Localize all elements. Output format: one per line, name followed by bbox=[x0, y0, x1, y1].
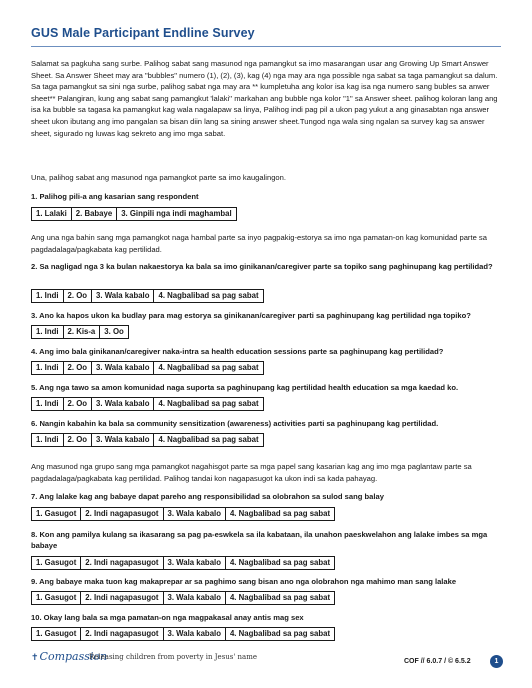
q4-option-3[interactable]: 3. Wala kabalo bbox=[91, 362, 153, 374]
question-2: 2. Sa nagligad nga 3 ka bulan nakaestorya ka bala sa imo ginikanan/caregiver parte sa topiko sang paghinupang kag pertilidad? bbox=[31, 262, 493, 271]
section1-intro: Una, palihog sabat ang masunod nga pamangkot parte sa imo kaugalingon. bbox=[31, 173, 286, 182]
q9-option-4[interactable]: 4. Nagbalibad sa pag sabat bbox=[225, 592, 334, 604]
footer-tagline: Releasing children from poverty in Jesus' name bbox=[89, 653, 257, 661]
q6-option-3[interactable]: 3. Wala kabalo bbox=[91, 434, 153, 446]
q7-option-2[interactable]: 2. Indi nagapasugot bbox=[80, 508, 162, 520]
q5-options bbox=[31, 397, 264, 411]
question-9: 9. Ang babaye maka tuon kag makaprepar ar sa paghimo sang bisan ano nga olobrahon nga mahimo man sang lalake bbox=[31, 577, 457, 586]
question-6: 6. Nangin kabahin ka bala sa community sensitization (awareness) activities parti sa paghinupang kag pertilidad. bbox=[31, 419, 439, 428]
q1-options bbox=[31, 207, 237, 221]
q1-option-2[interactable]: 2. Babaye bbox=[71, 208, 116, 220]
q3-option-1[interactable]: 1. Indi bbox=[36, 327, 59, 336]
q5-option-1[interactable]: 1. Indi bbox=[36, 399, 59, 408]
section2-intro: Ang una nga bahin sang mga pamangkot naga hambal parte sa inyo pagpakig-estorya sa imo nga pamatan-on kag komunidad parte sa pagdadalaga/pagkabata kag pertilidad. bbox=[31, 233, 487, 254]
q10-options bbox=[31, 627, 335, 641]
q2-option-4[interactable]: 4. Nagbalibad sa pag sabat bbox=[153, 290, 262, 302]
question-3: 3. Ano ka hapos ukon ka budlay para mag estorya sa ginikanan/caregiver parti sa paghinupang kag pertilidad nga topiko? bbox=[31, 311, 471, 320]
q5-option-2[interactable]: 2. Oo bbox=[63, 398, 92, 410]
q4-option-4[interactable]: 4. Nagbalibad sa pag sabat bbox=[153, 362, 262, 374]
q5-option-4[interactable]: 4. Nagbalibad sa pag sabat bbox=[153, 398, 262, 410]
q8-option-2[interactable]: 2. Indi nagapasugot bbox=[80, 557, 162, 569]
page-title: GUS Male Participant Endline Survey bbox=[31, 26, 255, 40]
q3-options bbox=[31, 325, 129, 339]
q1-option-3[interactable]: 3. Ginpili nga indi maghambal bbox=[116, 208, 235, 220]
q7-option-1[interactable]: 1. Gasugot bbox=[36, 509, 77, 518]
q7-options bbox=[31, 507, 335, 521]
q8-option-1[interactable]: 1. Gasugot bbox=[36, 558, 77, 567]
q6-option-2[interactable]: 2. Oo bbox=[63, 434, 92, 446]
question-10: 10. Okay lang bala sa mga pamatan-on nga magpakasal anay antis mag sex bbox=[31, 613, 304, 622]
q2-option-1[interactable]: 1. Indi bbox=[36, 291, 59, 300]
q9-options bbox=[31, 591, 335, 605]
q10-option-3[interactable]: 3. Wala kabalo bbox=[163, 628, 225, 640]
q1-option-1[interactable]: 1. Lalaki bbox=[36, 209, 67, 218]
q7-option-3[interactable]: 3. Wala kabalo bbox=[163, 508, 225, 520]
q10-option-2[interactable]: 2. Indi nagapasugot bbox=[80, 628, 162, 640]
cross-icon: ✝ bbox=[31, 653, 39, 663]
q7-option-4[interactable]: 4. Nagbalibad sa pag sabat bbox=[225, 508, 334, 520]
q8-option-4[interactable]: 4. Nagbalibad sa pag sabat bbox=[225, 557, 334, 569]
q6-option-1[interactable]: 1. Indi bbox=[36, 435, 59, 444]
section3-intro: Ang masunod nga grupo sang mga pamangkot nagahisgot parte sa mga papel sang kasarian kag ang imo mga paglantaw parte sa pagdadalaga/pagkabata kag pertilidad. Palihog tandai kon nagapasugot ka ukon indi sa kada pahayag. bbox=[31, 462, 472, 483]
q10-option-4[interactable]: 4. Nagbalibad sa pag sabat bbox=[225, 628, 334, 640]
q2-option-3[interactable]: 3. Wala kabalo bbox=[91, 290, 153, 302]
q4-option-1[interactable]: 1. Indi bbox=[36, 363, 59, 372]
page-number-badge: 1 bbox=[490, 655, 503, 668]
q4-option-2[interactable]: 2. Oo bbox=[63, 362, 92, 374]
q8-option-3[interactable]: 3. Wala kabalo bbox=[163, 557, 225, 569]
q2-options bbox=[31, 289, 264, 303]
q6-option-4[interactable]: 4. Nagbalibad sa pag sabat bbox=[153, 434, 262, 446]
question-7: 7. Ang lalake kag ang babaye dapat pareho ang responsibilidad sa olobrahon sa sulod sang balay bbox=[31, 492, 384, 501]
question-8: 8. Kon ang pamilya kulang sa ikasarang sa pag pa-eswkela sa ila kabataan, ila unahon paeskwelahon ang lalake imbes sa mga babaye bbox=[31, 530, 488, 551]
question-5: 5. Ang nga tawo sa amon komunidad naga suporta sa paghinupang kag pertilidad health education sa mga kaedad ko. bbox=[31, 383, 459, 392]
footer-code: COF // 6.0.7 / © 6.5.2 bbox=[404, 658, 471, 665]
q8-options bbox=[31, 556, 335, 570]
logo-text: Compassion bbox=[39, 650, 108, 663]
q9-option-2[interactable]: 2. Indi nagapasugot bbox=[80, 592, 162, 604]
q9-option-3[interactable]: 3. Wala kabalo bbox=[163, 592, 225, 604]
question-1: 1. Palihog pili-a ang kasarian sang respondent bbox=[31, 192, 199, 201]
q5-option-3[interactable]: 3. Wala kabalo bbox=[91, 398, 153, 410]
q4-options bbox=[31, 361, 264, 375]
question-4: 4. Ang imo bala ginikanan/caregiver naka-intra sa health education sessions parte sa paghinupang kag pertilidad? bbox=[31, 347, 444, 356]
q6-options bbox=[31, 433, 264, 447]
q3-option-2[interactable]: 2. Kis-a bbox=[63, 326, 100, 338]
q9-option-1[interactable]: 1. Gasugot bbox=[36, 593, 77, 602]
q2-option-2[interactable]: 2. Oo bbox=[63, 290, 92, 302]
q10-option-1[interactable]: 1. Gasugot bbox=[36, 629, 77, 638]
q3-option-3[interactable]: 3. Oo bbox=[99, 326, 128, 338]
title-divider bbox=[31, 46, 501, 47]
intro-paragraph: Salamat sa pagkuha sang surbe. Palihog sabat sang masunod nga pamangkut sa imo masarangan usar ang Growing Up Smart Answer Sheet. Sa Answer Sheet may ara "bubbles" numero (1), (2), (3), kag (4) nga may ara nga possible nga sabat sa taga pamangkut sa dalum. Sa taga pamangkut sa sini nga surbe, palihog sabat nga may ara ** kumpletuha ang kolor isa kag isa nga numero sang bubles sa anwer sheet** Palangiran, kung ang sabat sang pamangkut 'lalaki'' markahan ang bubble nga kolor "1" sa Answer sheet. palihog koloran lang ang isa ka bubble sa tagasa ka pamangkut kag wala nagalapaw sa linya, Palihog indi pag pil a ukon pag yukut a ang ginasabtan nga answer sheet ukon ibutang ang imo pangalan sa bisan diin lang sa sining answer sheet.Tungod nga wala sing ngalan sa survey kag sa answer sheet, sigurado ng luwas kag sekreto ang imo mga sabat. bbox=[31, 59, 498, 138]
